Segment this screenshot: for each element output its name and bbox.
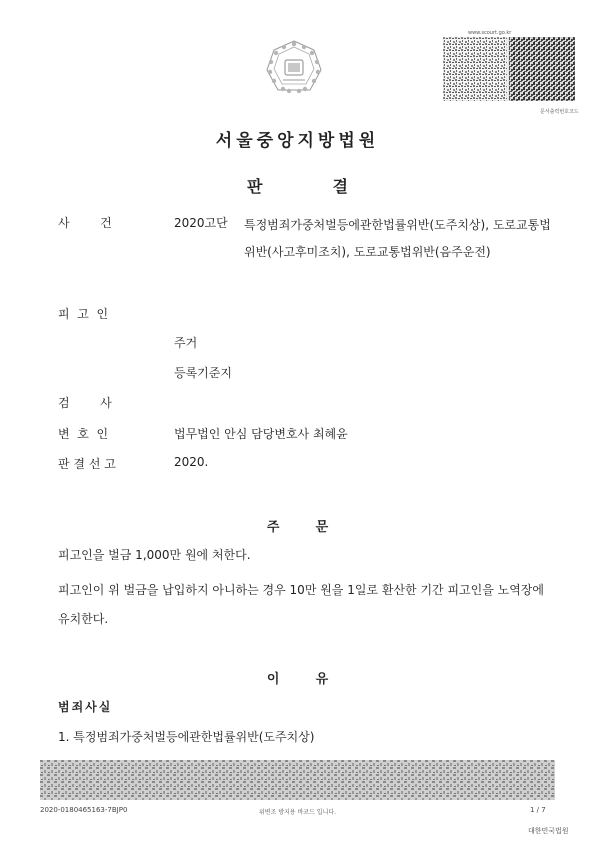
document-title-char: 결: [332, 177, 348, 196]
facts-heading: 범죄사실: [58, 700, 113, 714]
registry-label: 등록기준지: [174, 366, 232, 380]
qr-url: www.scourt.go.kr: [468, 30, 512, 36]
case-description: 특정범죄가중처벌등에관한법률위반(도주치상), 도로교통법위반(사고후미조치), 도로교통법위반(음주운전): [244, 218, 551, 259]
defendant-label: 피 고 인: [58, 307, 109, 321]
document-title: [0, 174, 595, 197]
prosecutor-label: 검 사: [58, 396, 112, 410]
counsel-label: 변 호 인: [58, 427, 109, 441]
facts-item: 1. 특정범죄가중처벌등에관한법률위반(도주치상): [58, 730, 315, 744]
document-qr-code: [443, 37, 575, 101]
page-number: 1 / 7: [530, 806, 546, 814]
order-line: 피고인이 위 벌금을 납입하지 아니하는 경우 10만 원을 1일로 환산한 기간 피고인을 노역장에 유치한다.: [58, 583, 544, 626]
order-heading: 주 문: [266, 520, 329, 535]
document-id: 2020-0180465163-7BJP0: [40, 806, 128, 814]
verdict-date-label: 판 결 선 고: [58, 457, 116, 471]
case-number: 2020고단: [174, 216, 228, 230]
document-title-char: 판: [247, 177, 263, 196]
counsel-value: 법무법인 안심 담당변호사 최혜윤: [174, 427, 348, 441]
case-label: 사 건: [58, 216, 112, 230]
footer-note: 위변조 방지용 바코드 입니다.: [258, 809, 337, 816]
reasons-heading: 이 유: [266, 672, 329, 687]
court-emblem-icon: [263, 38, 325, 98]
verdict-date-value: 2020.: [174, 455, 209, 469]
qr-caption: 문서출력번호코드: [540, 109, 579, 115]
anti-forgery-barcode: [40, 760, 555, 800]
order-line: 피고인을 벌금 1,000만 원에 처한다.: [58, 548, 251, 562]
court-brand: 대한민국법원: [528, 827, 569, 835]
court-name: 서울중앙지방법원: [215, 131, 380, 151]
address-label: 주거: [174, 336, 198, 350]
